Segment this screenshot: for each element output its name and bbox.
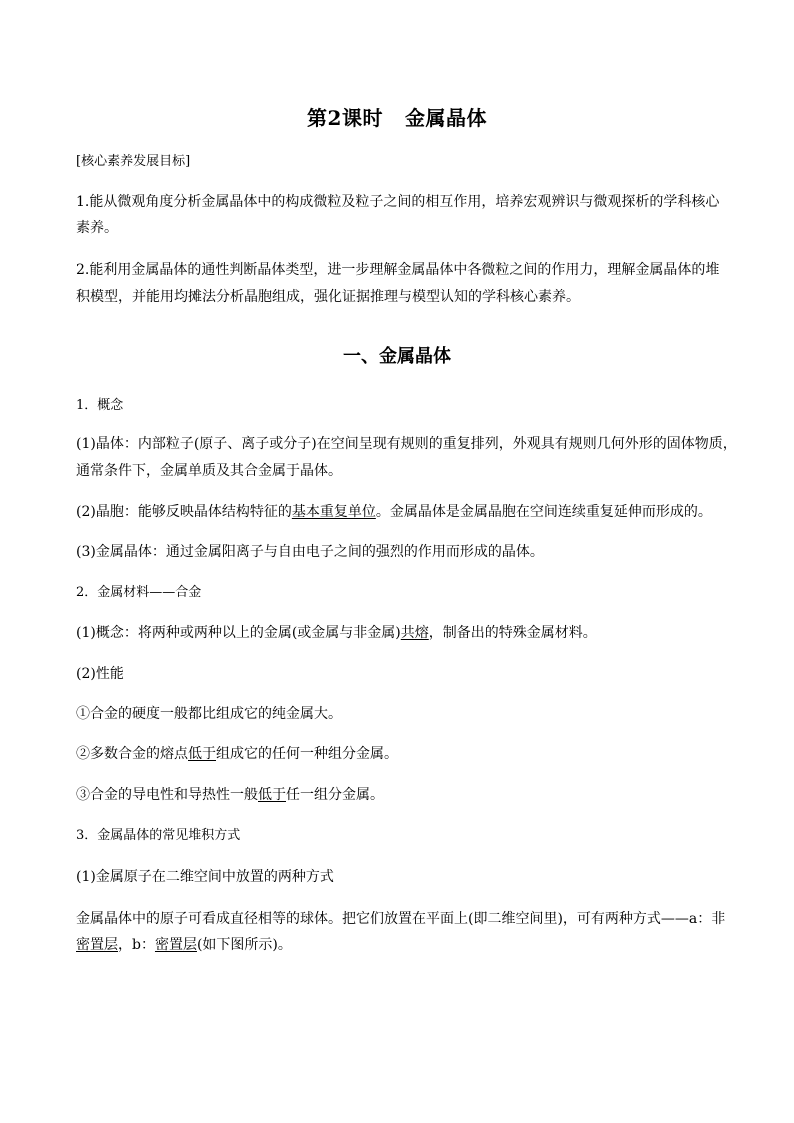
concept-3: (3)金属晶体：通过金属阳离子与自由电子之间的强烈的作用而形成的晶体。 xyxy=(76,544,544,560)
stacking-text-mid: ，b： xyxy=(118,937,155,953)
stacking-text-line-2 xyxy=(76,934,720,956)
concept-2 xyxy=(76,501,720,523)
concept-1-line-2: 通常条件下，金属单质及其合金属于晶体。 xyxy=(76,463,342,479)
alloy-concept-post: ，制备出的特殊金属材料。 xyxy=(428,625,597,641)
goal-2-line-2: 积模型，并能用均摊法分析晶胞组成，强化证据推理与模型认知的学科核心素养。 xyxy=(76,289,580,305)
goal-1-line-1: 1.能从微观角度分析金属晶体中的构成微粒及粒子之间的相互作用，培养宏观辨识与微观探析的学科核心 xyxy=(76,194,720,210)
alloy-concept-pre: (1)概念：将两种或两种以上的金属(或金属与非金属) xyxy=(76,625,401,641)
lesson-topic: 金属晶体 xyxy=(404,106,487,130)
property-3-underlined: 低于 xyxy=(258,787,286,803)
property-2 xyxy=(76,743,720,765)
non-close-packed-term: 密置层 xyxy=(76,937,118,953)
close-packed-term: 密置层 xyxy=(154,937,197,953)
concept-2-pre: (2)晶胞：能够反映晶体结构特征的 xyxy=(76,504,292,520)
page-title xyxy=(0,102,794,131)
alloy-heading: 2．金属材料——合金 xyxy=(76,585,202,600)
stacking-text-post: (如下图所示)。 xyxy=(196,937,292,953)
alloy-properties-heading: (2)性能 xyxy=(76,666,124,682)
concept-2-underlined: 基本重复单位 xyxy=(291,504,376,520)
goal-2-line-1: 2.能利用金属晶体的通性判断晶体类型，进一步理解金属晶体中各微粒之间的作用力，理解金属晶体的堆 xyxy=(76,262,720,278)
property-3 xyxy=(76,784,720,806)
lesson-number: 第2课时 xyxy=(307,106,383,130)
section-title: 一、金属晶体 xyxy=(343,346,451,367)
property-2-pre: ②多数合金的熔点 xyxy=(76,746,188,762)
goal-1-line-2: 素养。 xyxy=(76,220,118,236)
alloy-concept-underlined: 共熔 xyxy=(400,625,429,641)
property-2-post: 组成它的任何一种组分金属。 xyxy=(216,746,398,762)
concept-1-line-1: (1)晶体：内部粒子(原子、离子或分子)在空间呈现有规则的重复排列，外观具有规则几何外形的固体物质， xyxy=(76,436,737,452)
stacking-heading: 3．金属晶体的常见堆积方式 xyxy=(76,828,241,843)
property-3-pre: ③合金的导电性和导热性一般 xyxy=(76,787,258,803)
concept-2-post: 。金属晶体是金属晶胞在空间连续重复延伸而形成的。 xyxy=(375,504,712,520)
concept-heading: 1．概念 xyxy=(76,398,124,413)
property-1: ①合金的硬度一般都比组成它的纯金属大。 xyxy=(76,706,342,722)
stacking-text-line-1: 金属晶体中的原子可看成直径相等的球体。把它们放置在平面上(即二维空间里)，可有两种方式——a：非 xyxy=(76,911,726,927)
stacking-subheading: (1)金属原子在二维空间中放置的两种方式 xyxy=(76,869,334,885)
property-3-post: 任一组分金属。 xyxy=(286,787,384,803)
goals-heading: [核心素养发展目标] xyxy=(76,154,191,169)
property-2-underlined: 低于 xyxy=(188,746,216,762)
alloy-concept xyxy=(76,622,720,644)
